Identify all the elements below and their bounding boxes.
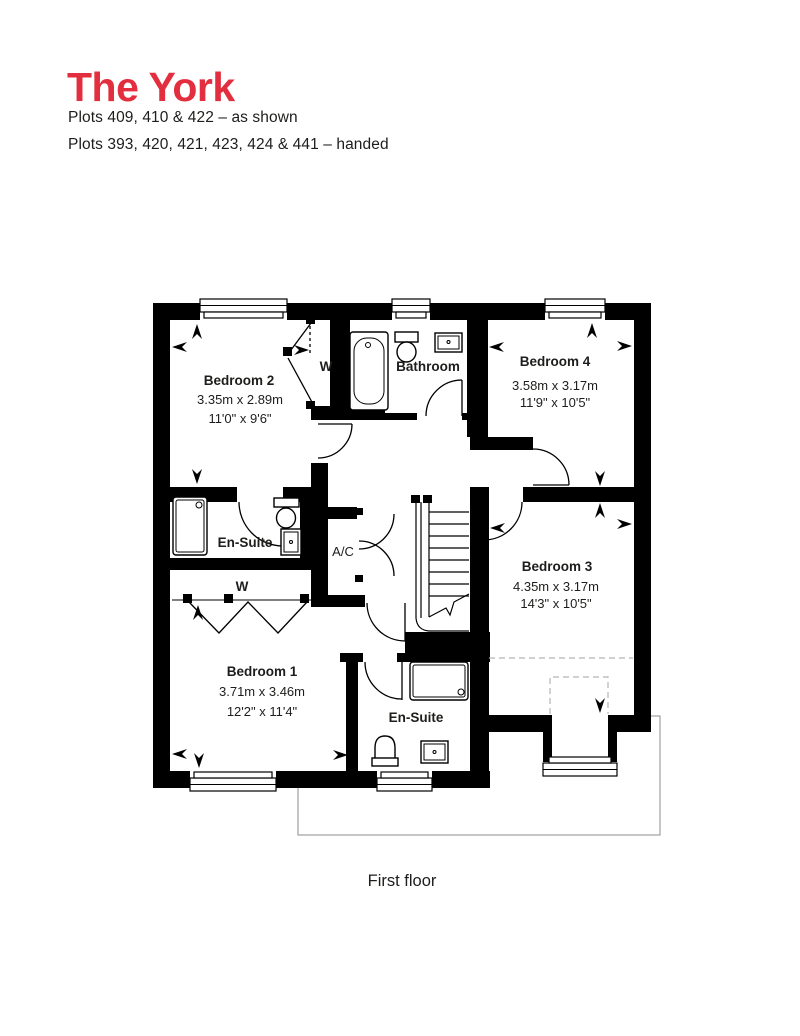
bathroom-toilet (395, 332, 418, 362)
door-bathroom (426, 380, 462, 416)
ensuite1-sink (281, 529, 301, 555)
ensuite1-shower (173, 497, 207, 555)
staircase (416, 502, 469, 631)
ensuite1-label: En-Suite (217, 535, 273, 550)
ensuite1-toilet (274, 498, 299, 528)
bedroom3-label: Bedroom 3 (521, 559, 593, 574)
bedroom2-imperial: 11'0" x 9'6" (208, 411, 272, 426)
page-title: The York (67, 64, 235, 110)
door-ac-double (359, 514, 394, 576)
ac-label: A/C (332, 544, 354, 559)
window-bedroom2 (200, 299, 287, 320)
door-bedroom4 (533, 449, 569, 485)
bedroom3-metric: 4.35m x 3.17m (513, 579, 599, 594)
bedroom4-label: Bedroom 4 (519, 354, 591, 369)
bedroom1-metric: 3.71m x 3.46m (219, 684, 305, 699)
floor-caption: First floor (367, 872, 437, 890)
door-bedroom2 (318, 424, 352, 458)
dashed-headroom-lines (489, 658, 633, 714)
bedroom2-metric: 3.35m x 2.89m (197, 392, 283, 407)
plots-handed: Plots 393, 420, 421, 423, 424 & 441 – handed (68, 136, 389, 153)
door-bedroom3 (484, 502, 522, 540)
bedroom4-imperial: 11'9" x 10'5" (519, 395, 591, 410)
ensuite2-toilet (372, 736, 398, 766)
window-bedroom4 (545, 299, 605, 320)
bath-tub (350, 332, 388, 410)
room-labels (197, 354, 599, 725)
ensuite2-shower (410, 662, 468, 700)
window-bedroom3-bay (543, 757, 617, 776)
window-ensuite2 (377, 771, 432, 791)
door-ensuite2 (365, 662, 402, 700)
ensuite2-label: En-Suite (388, 710, 444, 725)
ensuite2-sink (421, 741, 448, 763)
bedroom1-imperial: 12'2" x 11'4" (226, 704, 298, 719)
window-bedroom1 (190, 771, 276, 791)
plots-as-shown: Plots 409, 410 & 422 – as shown (68, 109, 298, 126)
window-bathroom (392, 299, 430, 320)
bedroom4-metric: 3.58m x 3.17m (512, 378, 598, 393)
bifold-wardrobe-bedroom1 (172, 600, 311, 633)
bedroom3-imperial: 14'3" x 10'5" (520, 596, 592, 611)
wardrobe-bedroom2-label: W (319, 359, 333, 374)
bathroom-sink (435, 333, 462, 352)
wardrobe-bedroom1-label: W (235, 579, 249, 594)
bedroom1-label: Bedroom 1 (226, 664, 298, 679)
bifold-wardrobe-bedroom2 (288, 323, 313, 404)
door-bedroom1 (367, 603, 405, 641)
bathroom-label: Bathroom (396, 359, 460, 374)
bedroom2-label: Bedroom 2 (203, 373, 275, 388)
